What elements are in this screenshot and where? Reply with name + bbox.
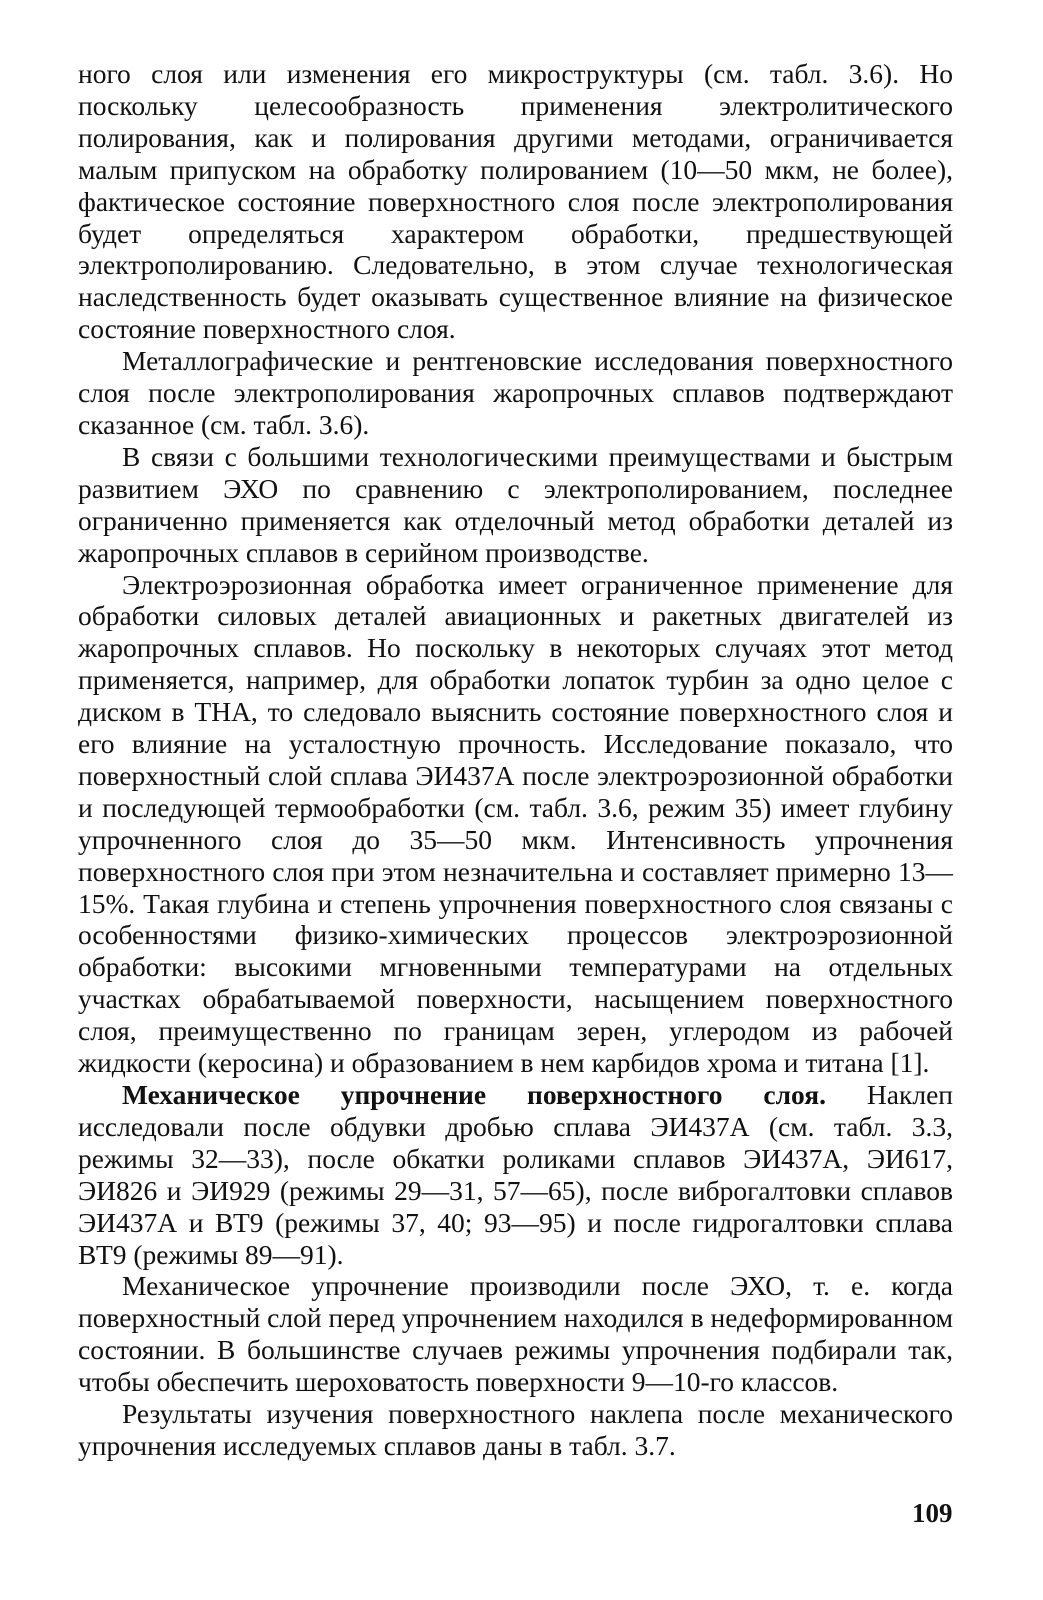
paragraph-text: ного слоя или изменения его микроструктуры (см. табл. 3.6). Но поскольку целесообразность применения электролитического полирования, как и полирования другими методами, ограничивается малым припуском на обработку полированием (10—50 мкм, не более), фактическое состояние поверхностного слоя после электрополирования будет определяться характером обработки, предшествующей электрополированию. Следовательно, в этом случае технологическая наследственность будет оказывать существенное влияние на физическое состояние поверхностного слоя. (78, 58, 953, 345)
paragraph-text: Механическое упрочнение производили после ЭХО, т. е. когда поверхностный слой перед упрочнением находился в недеформированном состоянии. В большинстве случаев режимы упрочнения подбирали так, чтобы обеспечить шероховатость поверхности 9—10-го классов. (78, 1270, 953, 1398)
paragraph-electroerosion (78, 569, 953, 1080)
page-number: 109 (912, 1498, 953, 1528)
document-body (78, 58, 953, 1462)
paragraph-electropolishing (78, 58, 953, 345)
paragraph-mechanical-hardening (78, 1079, 953, 1270)
paragraph-text: В связи с большими технологическими преимуществами и быстрым развитием ЭХО по сравнению с электрополированием, последнее ограниченно применяется как отделочный метод обработки деталей из жаропрочных сплавов в серийном производстве. (78, 440, 953, 568)
paragraph-results (78, 1398, 953, 1462)
paragraph-text: Электроэрозионная обработка имеет ограниченное применение для обработки силовых деталей авиационных и ракетных двигателей из жаропрочных сплавов. Но поскольку в некоторых случаях этот метод применяется, например, для обработки лопаток турбин за одно целое с диском в ТНА, то следовало выяснить состояние поверхностного слоя и его влияние на усталостную прочность. Исследование показало, что поверхностный слой сплава ЭИ437А после электроэрозионной обработки и последующей термообработки (см. табл. 3.6, режим 35) имеет глубину упрочненного слоя до 35—50 мкм. Интенсивность упрочнения поверхностного слоя при этом незначительна и составляет примерно 13—15%. Такая глубина и степень упрочнения поверхностного слоя связаны с особенностями физико-химических процессов электроэрозионной обработки: высокими мгновенными температурами на отдельных участках обрабатываемой поверхности, насыщением поверхностного слоя, преимущественно по границам зерен, углеродом из рабочей жидкости (керосина) и образованием в нем карбидов хрома и титана [1]. (78, 568, 953, 1079)
paragraph-text: Наклеп исследовали после обдувки дробью сплава ЭИ437А (см. табл. 3.3, режимы 32—33), после обкатки роликами сплавов ЭИ437А, ЭИ617, ЭИ826 и ЭИ929 (режимы 29—31, 57—65), после виброгалтовки сплавов ЭИ437А и ВТ9 (режимы 37, 40; 93—95) и после гидрогалтовки сплава ВТ9 (режимы 89—91). (78, 1079, 953, 1270)
paragraph-metallography (78, 345, 953, 441)
section-heading: Механическое упрочнение поверхностного слоя. (122, 1079, 826, 1110)
paragraph-hardening-after-eco (78, 1270, 953, 1398)
paragraph-text: Результаты изучения поверхностного наклепа после механического упрочнения исследуемых сплавов даны в табл. 3.7. (78, 1398, 953, 1461)
paragraph-text: Металлографические и рентгеновские исследования поверхностного слоя после электрополирования жаропрочных сплавов подтверждают сказанное (см. табл. 3.6). (78, 345, 953, 440)
paragraph-eco-advantages (78, 441, 953, 569)
